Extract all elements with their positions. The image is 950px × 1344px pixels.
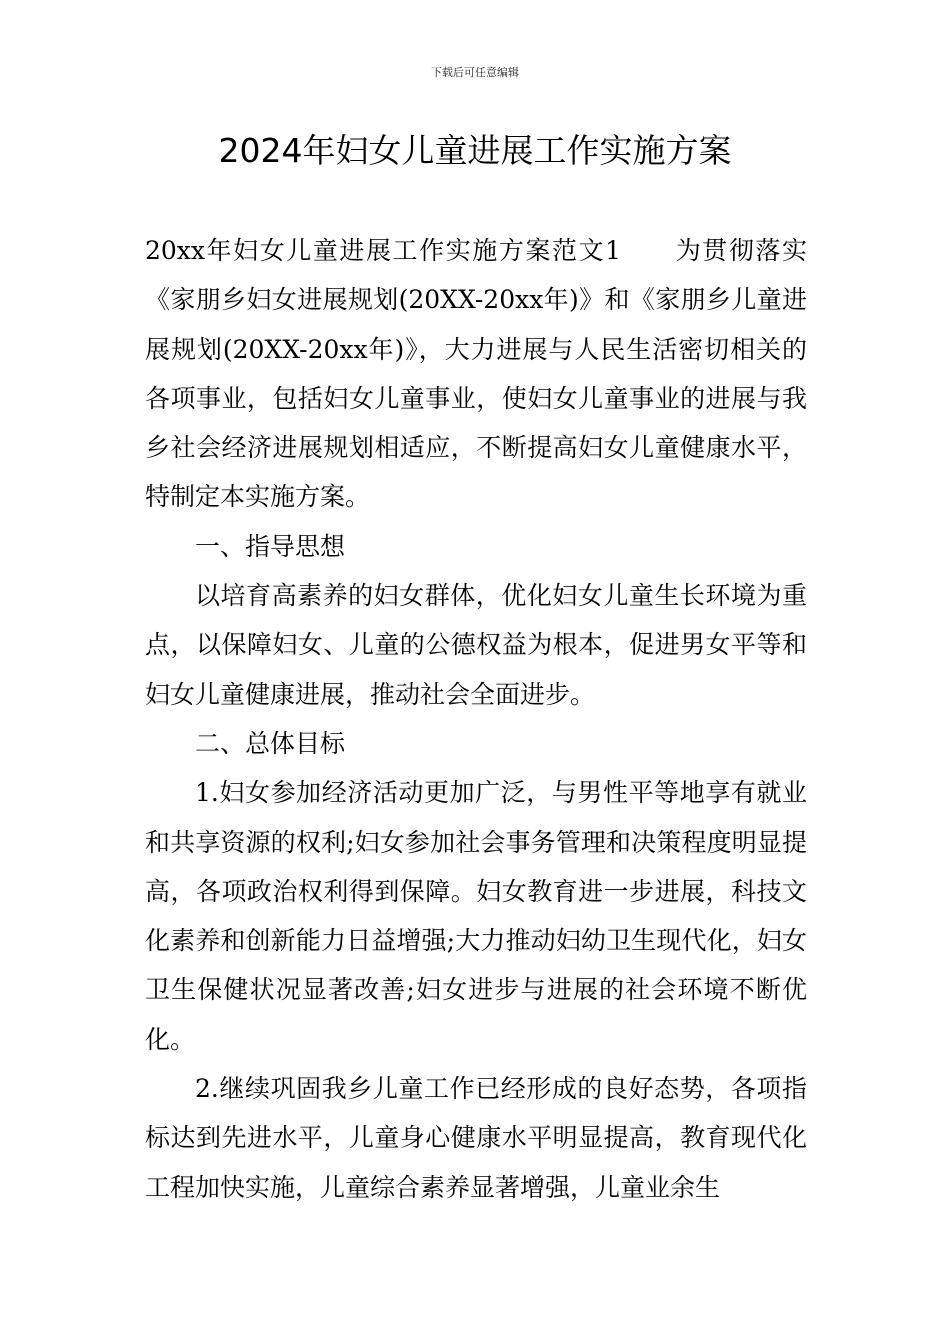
document-body xyxy=(145,226,807,1212)
document-title: 2024年妇女儿童进展工作实施方案 xyxy=(218,131,732,170)
section-heading-guiding-thought: 一、指导思想 xyxy=(195,531,346,561)
section-heading-overall-goals: 二、总体目标 xyxy=(195,728,346,758)
paragraph-goal-1: 1.妇女参加经济活动更加广泛，与男性平等地享有就业和共享资源的权利;妇女参加社会事务管理和决策程度明显提高，各项政治权利得到保障。妇女教育进一步进展，科技文化素养和创新能力日益增强;大力推动妇幼卫生现代化，妇女卫生保健状况显著改善;妇女进步与进展的社会环境不断优化。 xyxy=(145,778,807,1054)
header-note: 下载后可任意编辑 xyxy=(431,66,519,79)
paragraph-intro: 20xx年妇女儿童进展工作实施方案范文1 为贯彻落实《家朋乡妇女进展规划(20XX-20xx年)》和《家朋乡儿童进展规划(20XX-20xx年)》，大力进展与人民生活密切相关的各项事业，包括妇女儿童事业，使妇女儿童事业的进展与我乡社会经济进展规划相适应，不断提高妇女儿童健康水平，特制定本实施方案。 xyxy=(145,236,807,512)
paragraph-goal-2: 2.继续巩固我乡儿童工作已经形成的良好态势，各项指标达到先进水平，儿童身心健康水平明显提高，教育现代化工程加快实施，儿童综合素养显著增强，儿童业余生 xyxy=(145,1074,807,1202)
paragraph-guiding-thought: 以培育高素养的妇女群体，优化妇女儿童生长环境为重点，以保障妇女、儿童的公德权益为根本，促进男女平等和妇女儿童健康进展，推动社会全面进步。 xyxy=(145,581,807,709)
